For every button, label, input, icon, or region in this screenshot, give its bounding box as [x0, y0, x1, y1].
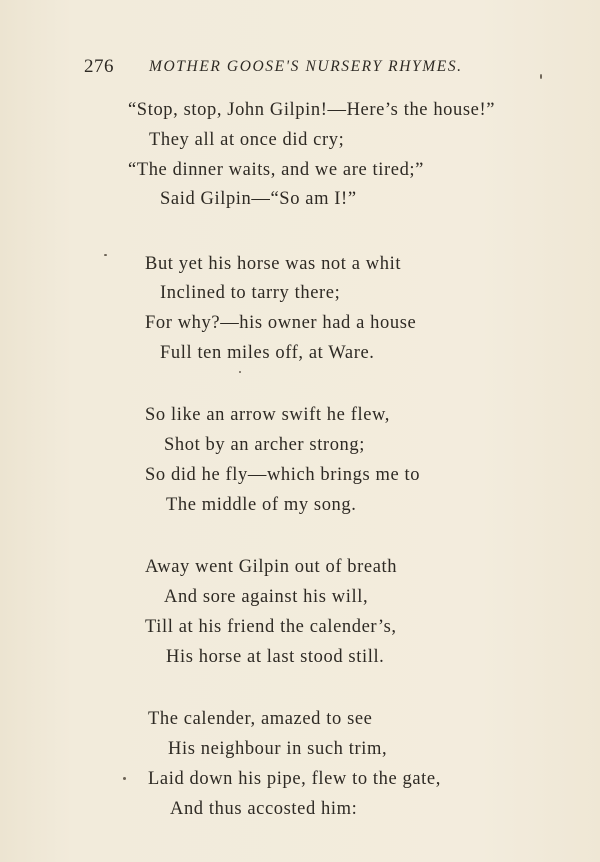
poem-line: And thus accosted him: [170, 799, 358, 819]
running-head: MOTHER GOOSE'S NURSERY RHYMES. [149, 58, 463, 75]
poem-line: Shot by an archer strong; [164, 435, 365, 455]
paper-speck [239, 371, 241, 373]
poem-line: So did he fly—which brings me to [145, 465, 421, 485]
poem-line: Laid down his pipe, flew to the gate, [148, 769, 441, 789]
poem-line: Till at his friend the calender’s, [145, 617, 397, 637]
poem-line: So like an arrow swift he flew, [145, 405, 390, 425]
poem-line: “Stop, stop, John Gilpin!—Here’s the house!” [128, 100, 496, 120]
paper-speck [123, 777, 126, 780]
poem-line: The calender, amazed to see [148, 709, 373, 729]
poem-line: Away went Gilpin out of breath [145, 557, 398, 577]
poem-line: Inclined to tarry there; [160, 283, 341, 303]
poem-line: “The dinner waits, and we are tired;” [128, 160, 424, 180]
poem-line: His neighbour in such trim, [168, 739, 388, 759]
paper-speck [104, 254, 107, 256]
page-number: 276 [84, 56, 114, 77]
poem-line: But yet his horse was not a whit [145, 254, 402, 274]
poem-line: They all at once did cry; [149, 130, 345, 150]
paper-speck [540, 74, 542, 79]
poem-line: Full ten miles off, at Ware. [160, 343, 375, 363]
poem-line: His horse at last stood still. [166, 647, 385, 667]
poem-line: The middle of my song. [166, 495, 357, 515]
poem-line: And sore against his will, [164, 587, 369, 607]
poem-line: Said Gilpin—“So am I!” [160, 189, 357, 209]
poem-line: For why?—his owner had a house [145, 313, 417, 333]
